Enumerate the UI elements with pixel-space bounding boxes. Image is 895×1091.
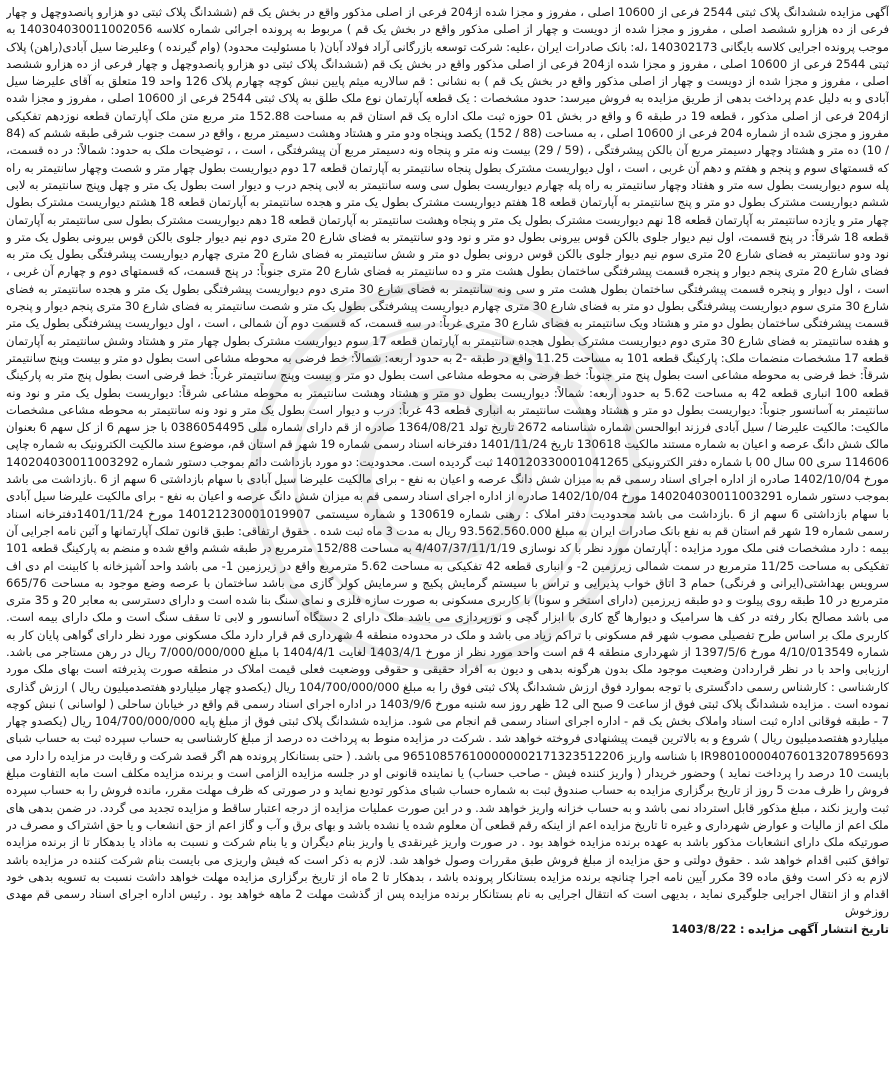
notice-body: آگهی مزایده ششدانگ پلاک ثبتی 2544 فرعی از 10600 اصلی ، مفروز و مجزا شده از204 فرعی از اصلی مذکور واقع در بخش یک قم (ششدانگ پلاک ثبتی دو هزارو پانصدوچهل و چهار فرعی از ده هزارو ششصد اصلی ، مفروز و مجزا شده از دویست و چهار از اصلی مذکور واقع در بخش یک قم ) مربوط به پرونده اجرائی شماره کلاسه 140304030011002056 به موجب پرونده اجرایی کلاسه بایگانی 140302173 ،له: بانک صادرات ایران ،علیه: شرکت توسعه بازرگانی آراد فولاد آبان( با مسئولیت محدود) (وام گیرنده ) وعلیرضا سیل آبادی(راهن) پلاک ثبتی 2544 فرعی از 10600 اصلی ، مفروز و مجزا شده از204 فرعی از اصلی مذکور واقع در بخش یک قم (ششدانگ پلاک ثبتی دو هزارو پانصدوچهل و چهار فرعی از ده هزارو ششصد اصلی ، مفروز و مجزا شده از دویست و چهار از اصلی مذکور واقع در بخش یک قم ) به نشانی : قم سالاریه میثم پایین نبش کوچه چهارم پلاک 126 واحد 19 متعلق به آقای علیرضا سیل آبادی و به دلیل عدم پرداخت بدهی از طریق مزایده به فروش میرسد: حدود مشخصات : یک قطعه آپارتمان نوع ملک طلق به پلاک ثبتی 2544 فرعی از 10600 اصلی ، مفروز و مجزا شده از204 فرعی از اصلی مذکور ، قطعه 19 در طبقه 6 و واقع در بخش 01 حوزه ثبت ملک اداره یک قم استان قم به مساحت 152.88 متر مربع متن ملک آپارتمان قطعه نوزدهم تفکیکی مفروز و مجزی شده از شماره 204 فرعی از 10600 اصلی ، به مساحت (88 / 152) یکصد وپنجاه ودو متر و هشتاد وهشت دسیمتر مربع ، واقع در سمت جنوب شرقی طبقه ششم که (84 / 10) ده متر و هشتاد وچهار دسیمتر مربع آن بالکن پیشرفتگی ، (59 / 29) بیست ونه متر و پنجاه ونه دسیمتر مربع آن پیشرفتگی ، است ، ، توضیحات ملک به حدود: شمالاً: در ده قسمت، که قسمتهای سوم و پنجم و هفتم و دهم آن غربی ، است ، اول دیواریست مشترک بطول پنجاه سانتیمتر به آپارتمان قطعه 17 دوم دیواریست بطول چهار متر و شصت وچهار سانتیمتر به راه پله سوم دیواریست بطول سه متر و هفتاد وچهار سانتیمتر به راه پله چهارم دیواریست بطول سی وسه سانتیمتر به لابی پنجم درب و دیوار است بطول یک متر و چهل وپنج سانتیمتر به لابی ششم دیواریست مشترک بطول دو متر و پنج سانتیمتر به آپارتمان قطعه 18 هفتم دیواریست مشترک بطول یک متر و هجده سانتیمتر به آپارتمان قطعه 18 هشتم دیواریست مشترک بطول چهار متر و یازده سانتیمتر به آپارتمان قطعه 18 نهم دیواریست مشترک بطول یک متر و پنجاه وهشت سانتیمتر به آپارتمان قطعه 18 دهم دیواریست مشترک بطول سی سانتیمتر به آپارتمان قطعه 18 شرقاً: در پنج قسمت، اول نیم دیوار جلوی بالکن قوس بیرونی بطول دو متر و نود ودو سانتیمتر به فضای شارع 20 متری دوم نیم دیوار جلوی بالکن قوس بیرونی بطول یک متر و نود ودو سانتیمتر به فضای شارع 20 متری سوم نیم دیوار جلوی بالکن قوس درونی بطول دو متر و شش سانتیمتر به فضای شارع 20 متری چهارم دیواریست پیشرفتگی بطول یک متر به فضای شارع 20 متری پنجم دیوار و پنجره قسمت پیشرفتگی ساختمان بطول هشت متر و ده سانتیمتر به فضای شارع 20 متری جنوباً: در پنج قسمت، که قسمتهای دوم و چهارم آن غربی ، است ، اول دیوار و پنجره قسمت پیشرفتگی ساختمان بطول هشت متر و سی ونه سانتیمتر به فضای شارع 30 متری دوم دیواریست پیشرفتگی بطول یک متر و هجده سانتیمتر به فضای شارع 30 متری سوم دیواریست پیشرفتگی بطول دو متر به فضای شارع 30 متری چهارم دیواریست پیشرفتگی بطول یک متر و شصت سانتیمتر به فضای شارع 30 متری پنجم دیوار و پنجره قسمت پیشرفتگی ساختمان بطول دو متر و هشتاد ویک سانتیمتر به فضای شارع 30 متری غرباً: در سه قسمت، که قسمت دوم آن شمالی ، است ، اول دیواریست پیشرفتگی بطول یک متر و هفده سانتیمتر به فضای شارع 30 متری دوم دیواریست مشترک بطول هجده سانتیمتر به آپارتمان قطعه 17 سوم دیواریست مشترک بطول چهار متر و هشتاد وشش سانتیمتر به آپارتمان قطعه 17 مشخصات منضمات ملک: پارکینگ قطعه 101 به مساحت 11.25 واقع در طبقه -2 به حدود اربعه: شمالاً: خط فرضی به محوطه مشاعی است بطول دو متر و بیست وپنج سانتیمتر شرقاً: خط فرضی به محوطه مشاعی است بطول پنج متر جنوباً: خط فرضی به محوطه مشاعی است بطول دو متر و بیست وپنج سانتیمتر غرباً: خط فرضی است بطول پنج متر به پارکینگ قطعه 100 انباری قطعه 42 به مساحت 5.62 به حدود اربعه: شمالاً: دیواریست بطول دو متر و هشتاد وهشت سانتیمتر به محوطه مشاعی شرقاً: دیواریست بطول یک متر و نود ونه سانتیمتر به آسانسور جنوباً: دیواریست بطول دو متر و هشتاد وهشت سانتیمتر به انباری قطعه 43 غرباً: درب و دیوار است بطول یک متر و نود ونه سانتیمتر به محوطه مشاعی مشخصات مالکیت: مالکیت علیرضا / سیل آبادی فرزند ابوالحسن شماره شناسنامه 2672 تاریخ تولد 1364/08/21 صادره از قم دارای شماره ملی 0386054495 با جز سهم 6 از کل سهم 6 بعنوان مالک شش دانگ عرصه و اعیان به شماره مستند مالکیت 130618 تاریخ 1401/11/24 دفترخانه اسناد رسمی شماره 19 شهر قم استان قم، موضوع سند مالکیت الکترونیک به شماره چاپی 114606 سری 00 سال 00 با شماره دفتر الکترونیکی 140120330001041265 ثبت گردیده است. محدودیت: دو مورد بازداشت دائم بموجب دستور شماره 140204030011003292 مورخ 1402/10/04 صادره از اداره اجرای اسناد رسمی قم به میزان شش دانگ عرصه و اعیان به نفع - برای مالکیت علیرضا سیل آبادی با سهام بازداشتی 6 سهم از 6 .بازداشت می باشد بموجب دستور شماره 140204030011003291 مورخ 1402/10/04 صادره از اداره اجرای اسناد رسمی قم به میزان شش دانگ عرصه و اعیان به نفع - برای مالکیت علیرضا سیل آبادی با سهام بازداشتی 6 سهم از 6 .بازداشت می باشد محدودیت دفتر املاک : رهنی شماره 130619 و شماره سیستمی 140121230001019907 مورخ 1401/11/24دفترخانه اسناد رسمی شماره 19 شهر قم استان قم به نفع بانک صادرات ایران به مبلغ 93.562.560.000 ریال به مدت 3 ماه ثبت شده . حقوق ارتفاقی: طبق قانون تملک آپارتمانها و آئین نامه اجرایی آن بیمه : دارد مشخصات فنی ملک مورد مزایده : آپارتمان مورد نظر با کد نوسازی 4/407/37/11/1/19 به مساحت 152/88 مترمربع در طبقه ششم واقع شده و منضم به پارکینگ قطعه 101 تفکیکی به مساحت 11/25 مترمربع در سمت شمالی زیرزمین 2- و انباری قطعه 42 تفکیکی به مساحت 5.62 مترمربع واقع در زیرزمین 1- می باشد واحد آشپزخانه با کابینت ام دی اف سرویس بهداشتی(ایرانی و فرنگی) حمام 3 اتاق خواب پذیرایی و تراس با سیستم گرمایش پکیج و سرمایش کولر گازی می باشد ساختمان با عرصه وضع موجود به مساحت 665/76 مترمربع در 10 طبقه روی پیلوت و دو طبقه زیرزمین (دارای استخر و سونا) با کاربری مسکونی به صورت سازه فلزی و نمای سنگ بنا شده است و دارای دسترسی به معابر 20 و 35 متری می باشد مصالح بکار رفته در کف ها سرامیک و دیوارها گچ کاری با ابزار گچی و نورپردازی می باشد ملک دارای 2 دستگاه آسانسور و لابی تا سقف سنگ است و ملک دارای بیمه است. کاربری ملک بر اساس طرح تفصیلی مصوب شهر قم مسکونی با تراکم زیاد می باشد و ملک در محدوده منطقه 4 شهرداری قم قرار دارد ملک مسکونی مورد نظر دارای گواهی پایان کار به شماره 4/10/013549 مورخ 1397/5/6 از شهرداری منطقه 4 قم است واحد مورد نظر از مورخ 1403/4/1 لغایت 1404/4/1 با مبلغ 7/000/000/000 ریال در رهن مستاجر می باشد. ارزیابی واحد با در نظر قراردادن وضعیت موجود ملک بدون هرگونه بدهی و دیون به افراد حقیقی و حقوقی ووضعیت فعلی قیمت املاک در منطقه صورت پذیرفته است بهای ملک مورد کارشناسی : کارشناس رسمی دادگستری با توجه بموارد فوق ارزش ششدانگ پلاک ثبتی فوق را به مبلغ 104/700/000/000 ریال (یکصدو چهار میلیاردو هفتصدمیلیون ریال ) ارزش گذاری نموده است . مزایده ششدانگ پلاک ثبتی فوق از ساعت 9 صبح الی 12 ظهر روز سه شنبه مورخ 1403/9/6 در اداره اجرای اسناد رسمی قم واقع در خیابان ساحلی ( لواسانی ) نبش کوچه 7 - طبقه فوقانی اداره ثبت اسناد واملاک بخش یک قم - اداره اجرای اسناد رسمی قم انجام می شود. مزایده ششدانگ پلاک ثبتی فوق از مبلغ پایه 104/700/000/000 ریال (یکصدو چهار میلیاردو هفتصدمیلیون ریال ) شروع و به بالاترین قیمت پیشنهادی فروخته خواهد شد . شرکت در مزایده منوط به پرداخت ده درصد از مبلغ کارشناسی به حساب سپرده ثبت به حساب شبای IR980100004076013207895693 با شناسه واریز 965108576100000002171323512206 می باشد. ( حتی بستانکار پرونده هم اگر قصد شرکت و رقابت در مزایده را دارد می بایست 10 درصد را پرداخت نماید ) وحضور خریدار ( واریز کننده فیش - صاحب حساب) یا نماینده قانونی او در جلسه مزایده الزامی است و برنده مزایده مکلف است مابه التفاوت مبلغ فروش را ظرف مدت 5 روز از تاریخ برگزاری مزایده به حساب صندوق ثبت به شماره حساب شبای مذکور تودیع نماید و در صورتی که ظرف مهلت مقرر، مانده فروش را به حساب سپرده ثبت واریز نکند ، مبلغ مذکور قابل استرداد نمی باشد و به حساب خزانه واریز خواهد شد. و در این صورت عملیات مزایده از درجه اعتبار ساقط و مزایده تجدید می گردد. در ضمن بدهی های ملک اعم از مالیات و عوارض شهرداری و غیره تا تاریخ مزایده اعم از اینکه رقم قطعی آن معلوم شده یا نشده باشد و بهای برق و آب و گاز اعم از حق انشعاب و یا حق اشتراک و مصرف در صورتیکه ملک دارای انشعابات مذکور باشد به عهده برنده مزایده خواهد بود . در صورت واریز غیرنقدی یا واریز بنام دیگران و یا بنام شرکت و نسبت به ماذاد یا بدهکار تا از برنده مزایده توافق کتبی اقدام خواهد شد . حقوق دولتی و حق مزایده از مبلغ فروش طبق مقررات وصول خواهد شد. لازم به ذکر است که فیش واریزی می بایست بنام شرکت کننده در مزایده باشد لازم به ذکر است وفق ماده 39 مکرر آیین نامه اجرا چنانچه برنده مزایده بستانکار پرونده باشد ، بدهکار تا 2 ماه از تاریخ برگزاری مزایده مهلت خواهد داشت نسبت به تسویه بدهی خود اقدام و از انتقال اجرایی جلوگیری نماید ، بدیهی است که انتقال اجرایی به نام بستانکار برنده مزایده پس از گذشت مهلت 2 ماهه خواهد بود . رئیس اداره اجرای اسناد رسمی قم مهدی روزخوش (6, 5, 889, 919)
auction-notice (6, 4, 889, 1087)
publish-date-value: 1403/8/22 (671, 921, 737, 936)
publish-date-label: تاریخ انتشار آگهی مزایده : (739, 921, 889, 936)
notice-publish-date-line (6, 921, 889, 938)
